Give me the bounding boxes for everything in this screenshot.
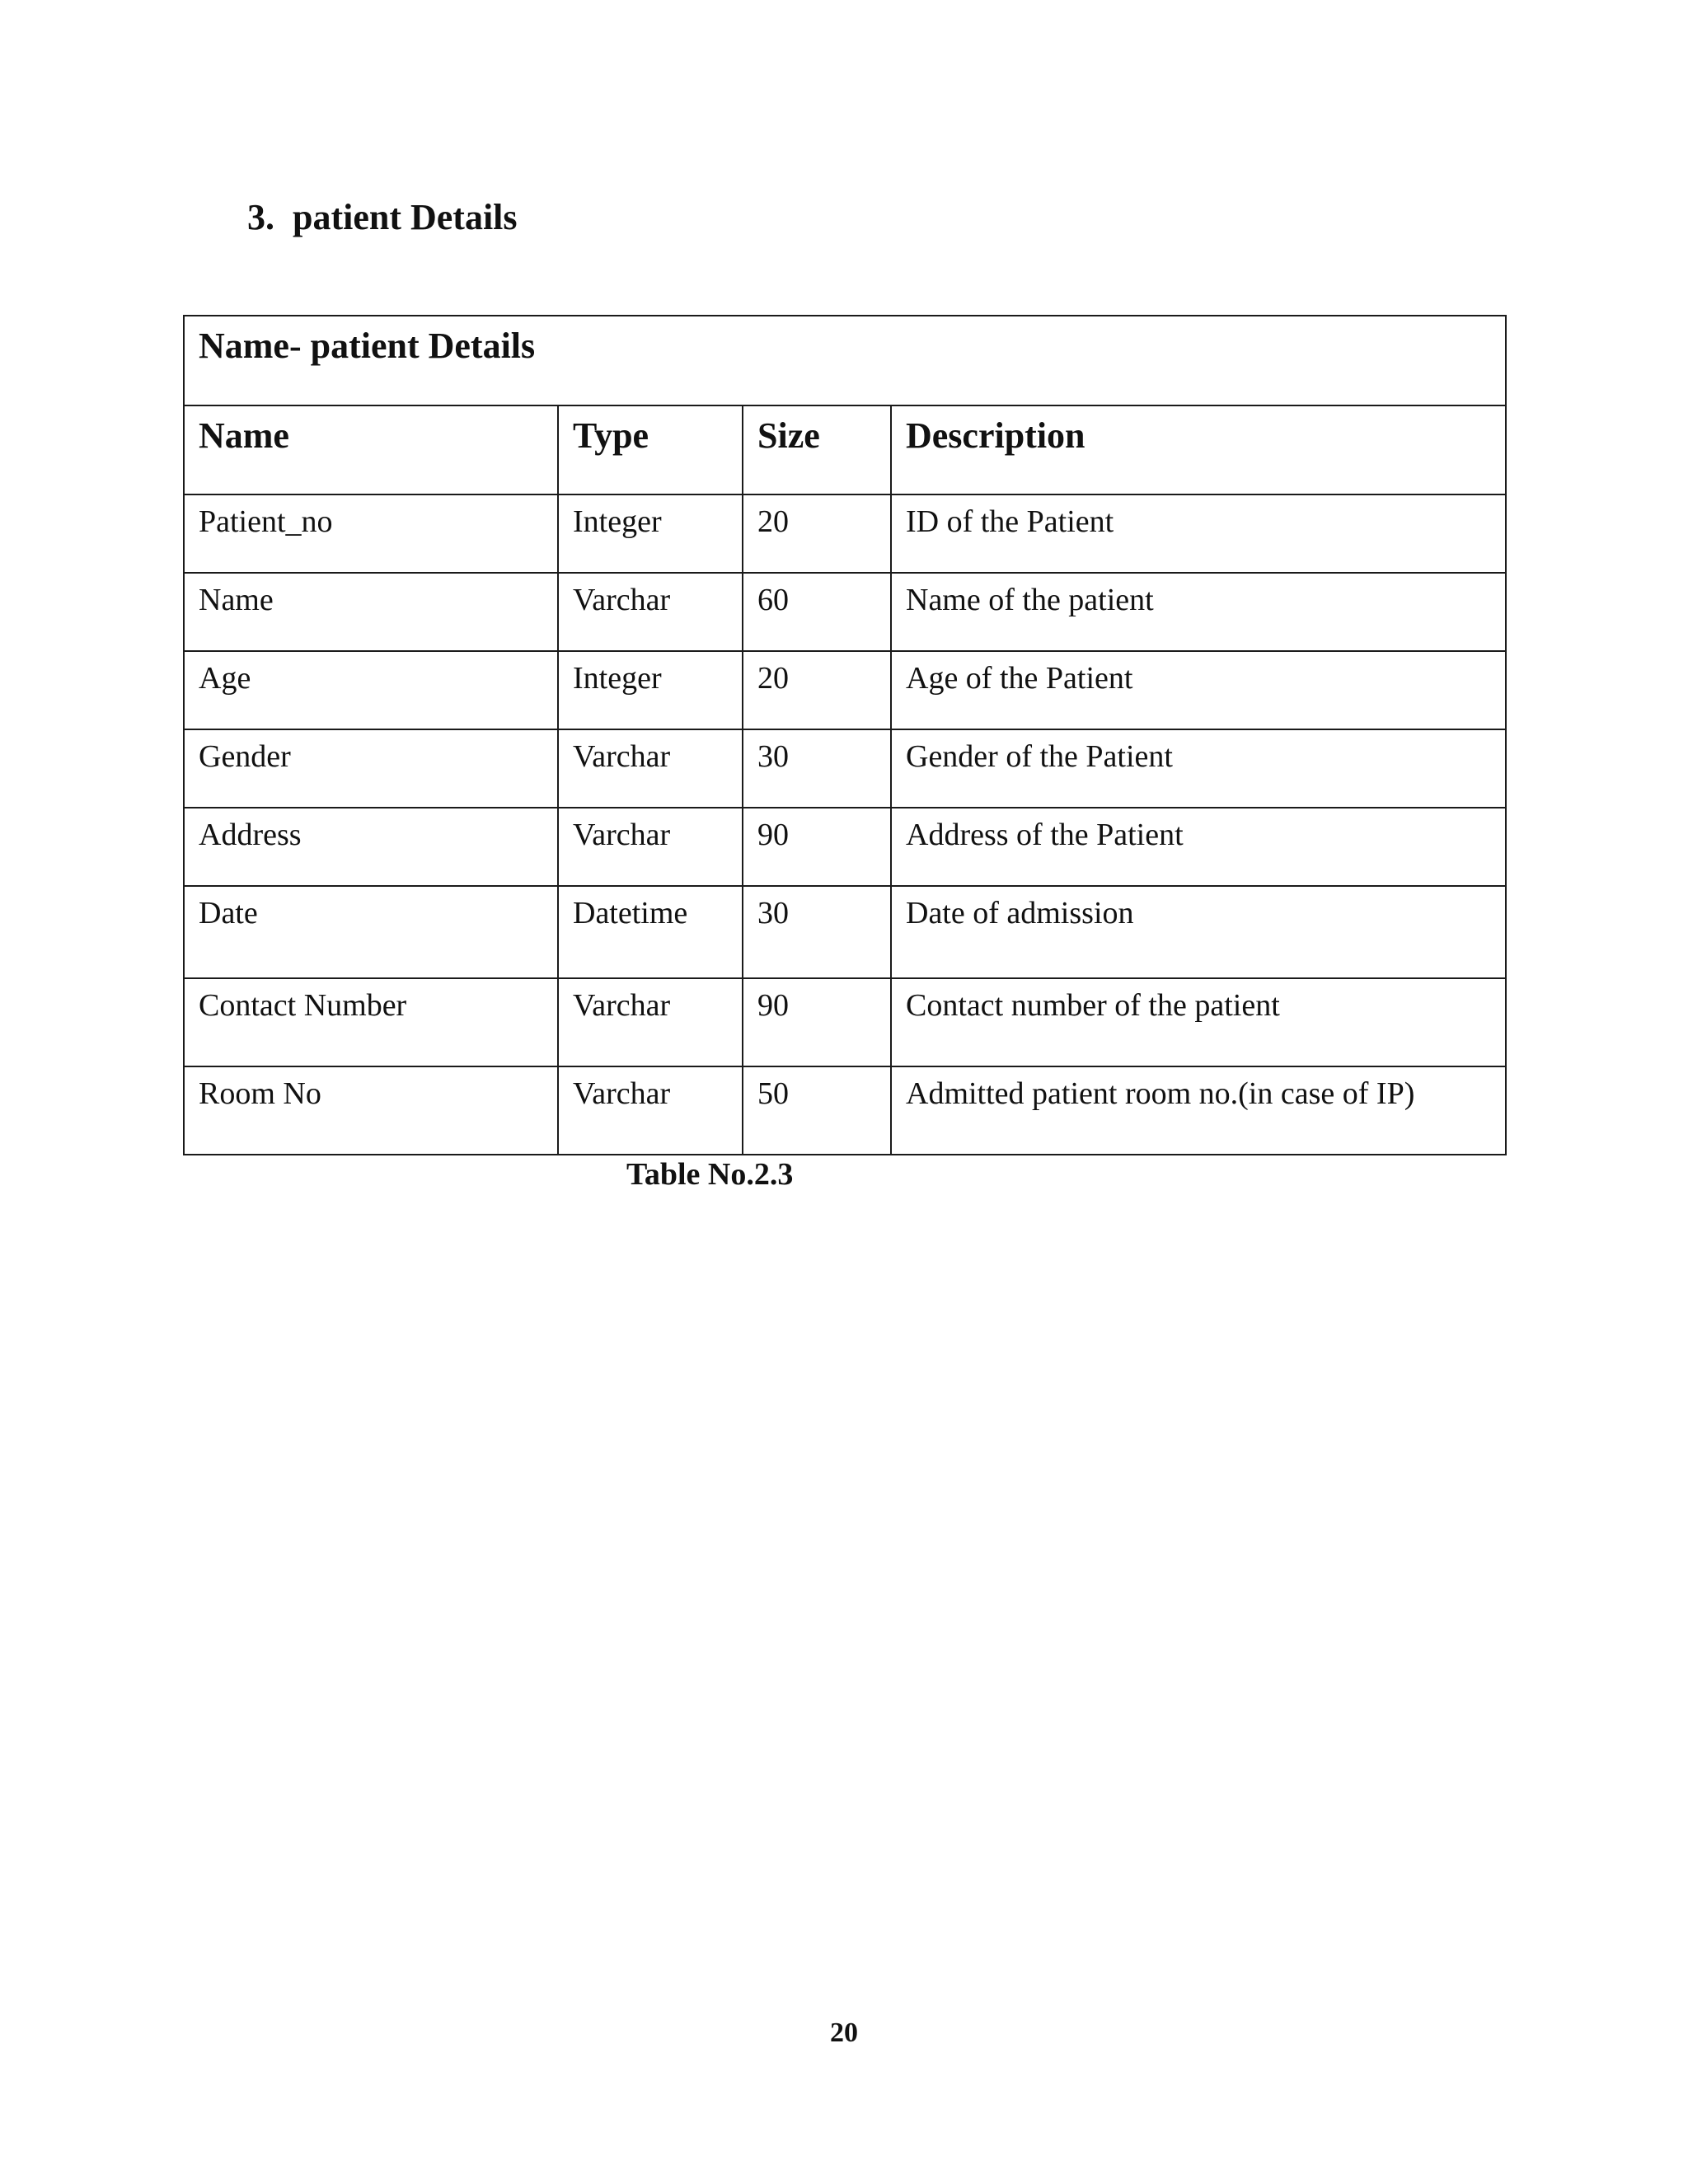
table-title-row [184,316,1506,405]
column-header-type: Type [558,405,743,494]
section-number: 3. [247,197,274,237]
cell-type: Integer [558,494,743,573]
column-header-name: Name [184,405,558,494]
cell-description: Address of the Patient [891,808,1506,886]
cell-description: Name of the patient [891,573,1506,651]
cell-name: Name [184,573,558,651]
cell-type: Integer [558,651,743,729]
column-header-size: Size [743,405,891,494]
cell-size: 60 [743,573,891,651]
cell-size: 20 [743,651,891,729]
cell-name: Address [184,808,558,886]
cell-size: 20 [743,494,891,573]
cell-name: Patient_no [184,494,558,573]
table-row [184,1066,1506,1155]
table-caption: Table No.2.3 [626,1157,794,1192]
cell-size: 90 [743,978,891,1066]
table-header-row [184,405,1506,494]
section-title: patient Details [293,197,518,237]
cell-name: Date [184,886,558,978]
cell-description: Admitted patient room no.(in case of IP) [891,1066,1506,1155]
cell-name: Age [184,651,558,729]
page-number: 20 [830,2018,858,2048]
cell-type: Varchar [558,978,743,1066]
cell-size: 30 [743,886,891,978]
table-title: Name- patient Details [184,316,1506,405]
table-row [184,978,1506,1066]
cell-name: Gender [184,729,558,808]
cell-size: 30 [743,729,891,808]
cell-description: Date of admission [891,886,1506,978]
patient-details-table [183,315,1507,1155]
table-row [184,886,1506,978]
table-row [184,808,1506,886]
cell-name: Contact Number [184,978,558,1066]
table-row [184,573,1506,651]
cell-type: Varchar [558,1066,743,1155]
cell-type: Varchar [558,573,743,651]
cell-type: Datetime [558,886,743,978]
cell-description: Gender of the Patient [891,729,1506,808]
column-header-description: Description [891,405,1506,494]
cell-size: 50 [743,1066,891,1155]
table-row [184,651,1506,729]
cell-name: Room No [184,1066,558,1155]
cell-description: ID of the Patient [891,494,1506,573]
cell-size: 90 [743,808,891,886]
table-row [184,494,1506,573]
cell-description: Contact number of the patient [891,978,1506,1066]
cell-description: Age of the Patient [891,651,1506,729]
table-row [184,729,1506,808]
cell-type: Varchar [558,729,743,808]
cell-type: Varchar [558,808,743,886]
section-heading [247,196,518,238]
